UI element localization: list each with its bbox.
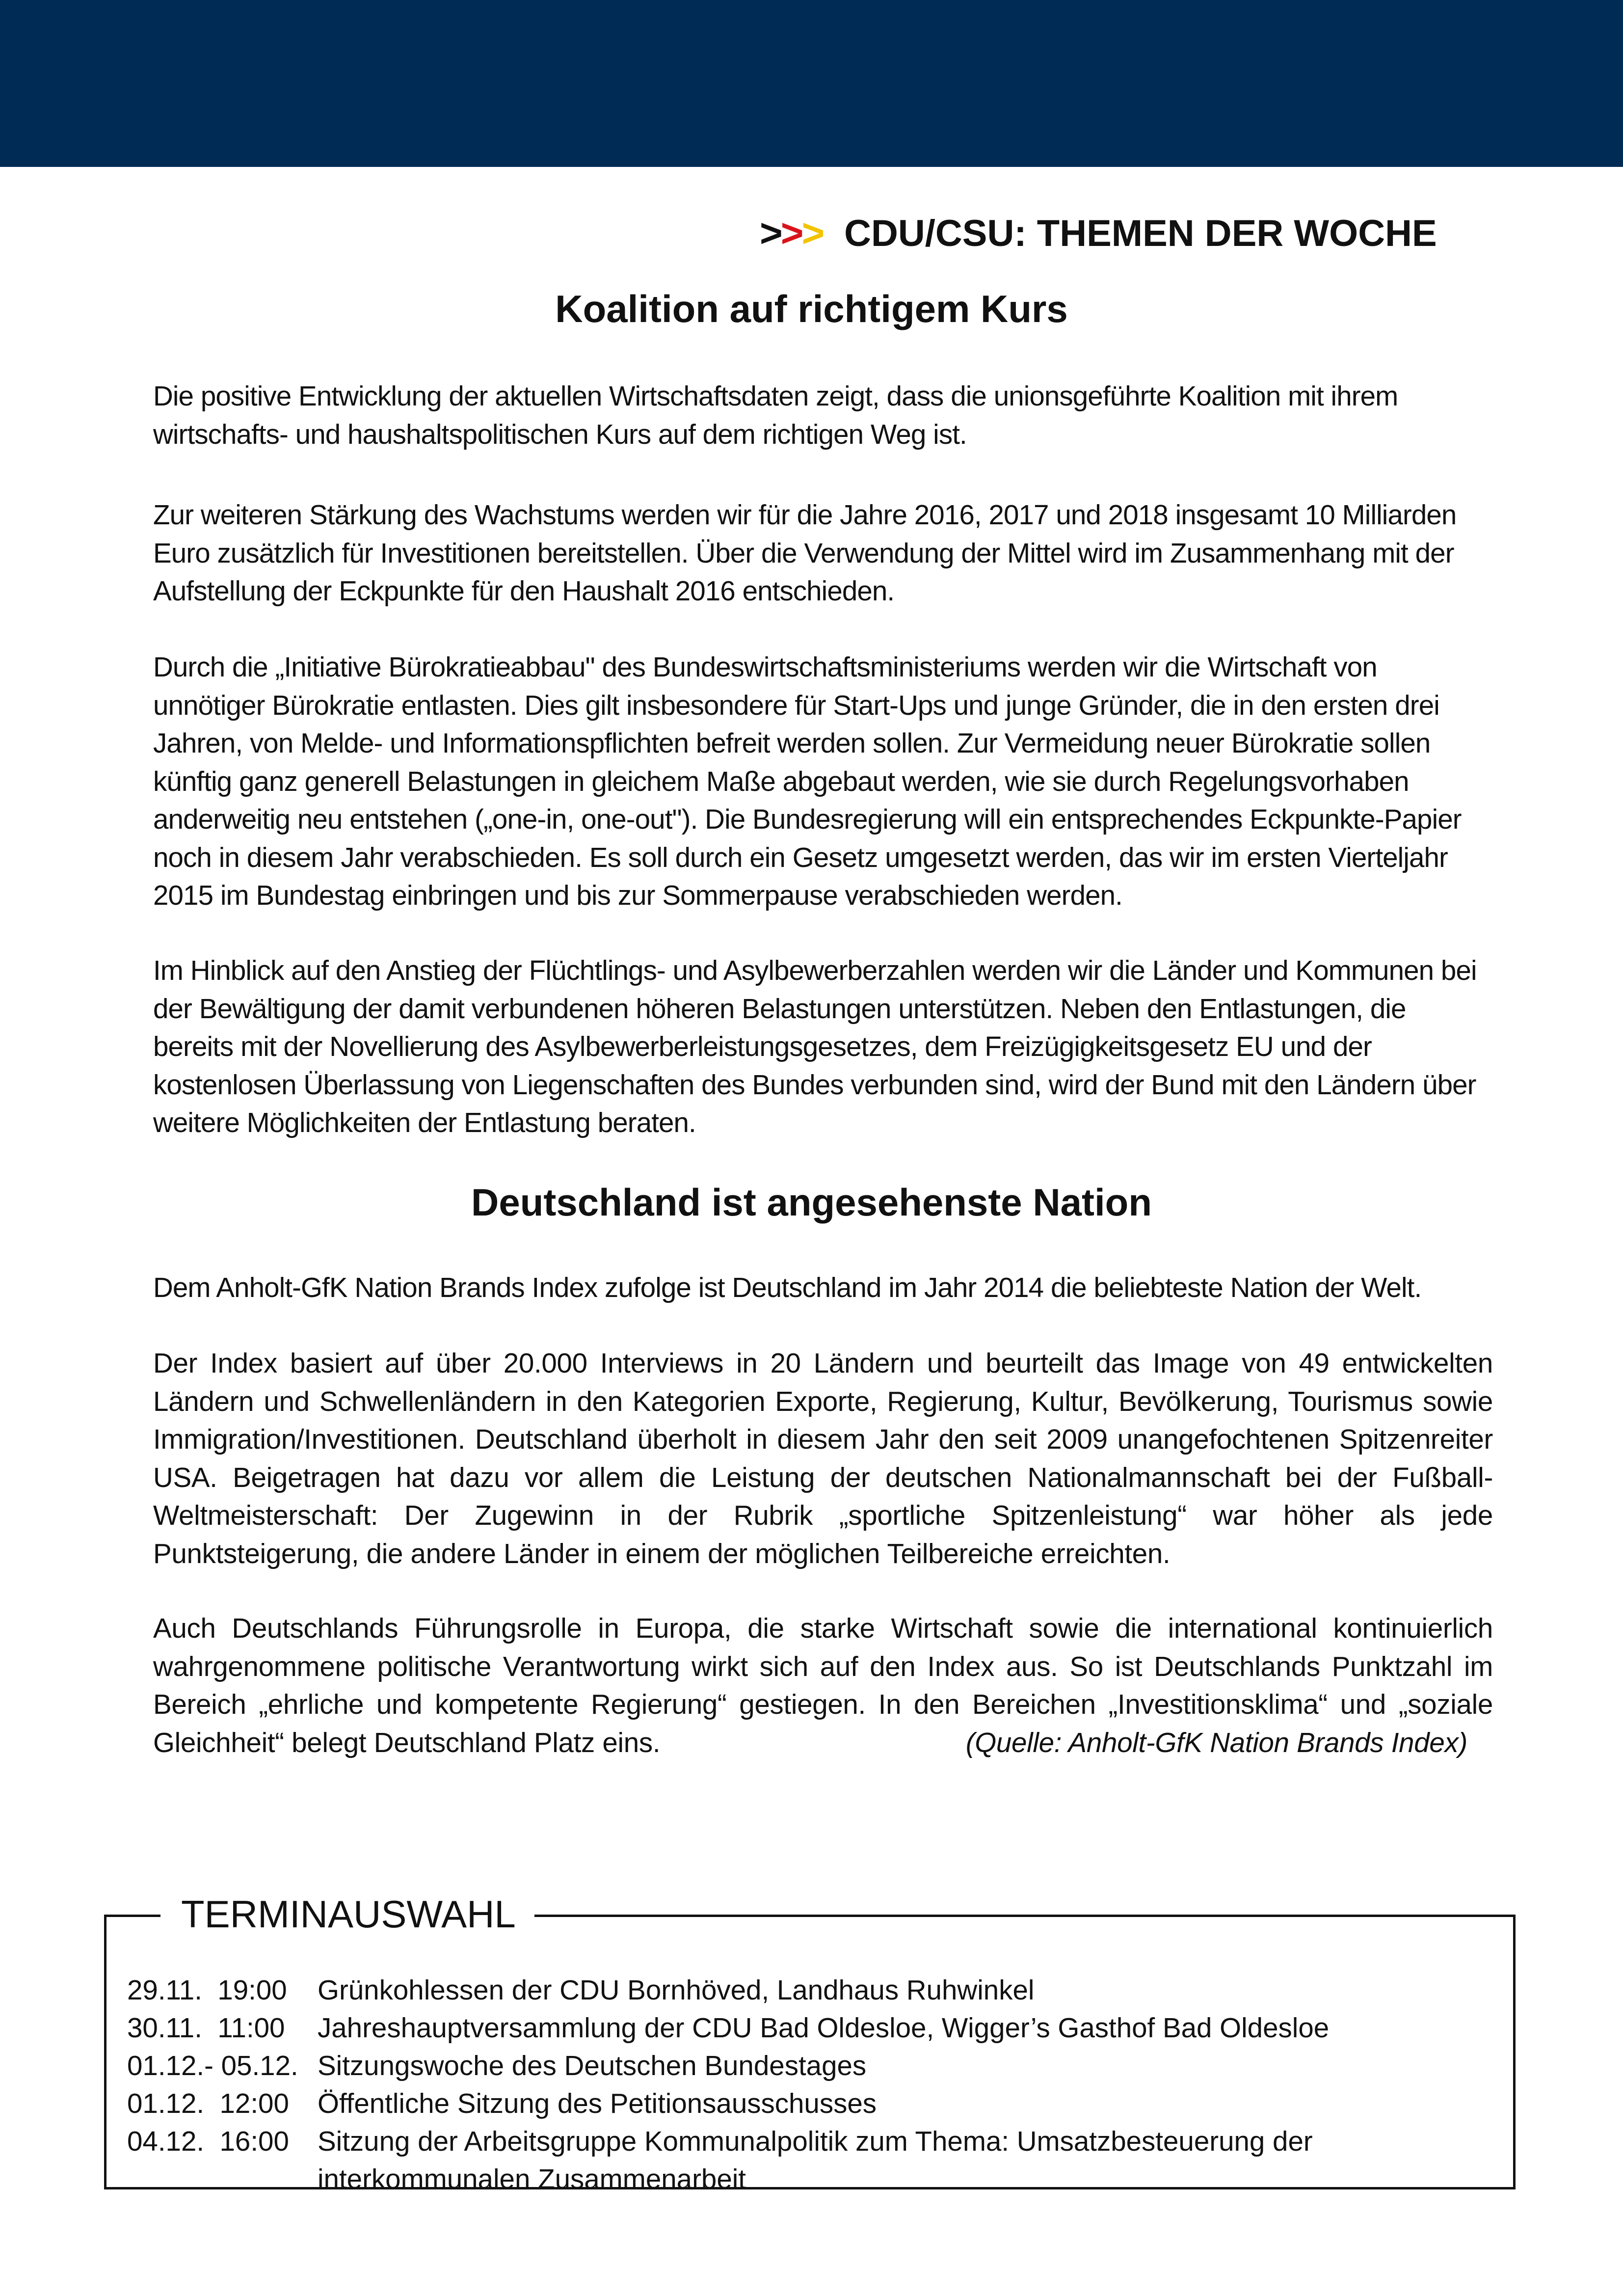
event-date: 29.11. 19:00 [127, 1974, 287, 2005]
paragraph [153, 1609, 1493, 1761]
paragraph: Dem Anholt-GfK Nation Brands Index zufolge ist Deutschland im Jahr 2014 die beliebteste Nation der Welt. [153, 1272, 1422, 1303]
event-row [127, 2084, 1496, 2122]
event-description: Jahreshauptversammlung der CDU Bad Oldesloe, Wigger’s Gasthof Bad Oldesloe [318, 2012, 1330, 2043]
events-heading: TERMINAUSWAHL [160, 1885, 534, 1944]
events-box [104, 1892, 1516, 2194]
paragraph-text: Auch Deutschlands Führungsrolle in Europa, die starke Wirtschaft sowie die international kontinuierlich wahrgenommene politische Verantwortung wirkt sich auf den Index aus. So ist Deutschlands Punktzahl im Bereich „ehrliche und kompetente Regierung“ gestiegen. In den Bereichen „Investitionsklima“ und „soziale Gleichheit“ belegt Deutschland Platz eins. [153, 1613, 1493, 1758]
event-description: Sitzungswoche des Deutschen Bundestages [318, 2050, 867, 2081]
source-citation: (Quelle: Anholt-GfK Nation Brands Index) [965, 1727, 1467, 1758]
section-title-deutschland: Deutschland ist angesehenste Nation [471, 1181, 1152, 1224]
event-row [127, 2009, 1496, 2047]
paragraph: Die positive Entwicklung der aktuellen Wirtschaftsdaten zeigt, dass die unionsgeführte Koalition mit ihrem wirtschafts- und haushaltspolitischen Kurs auf dem richtigen Weg ist. [153, 380, 1398, 450]
event-description: Grünkohlessen der CDU Bornhöved, Landhaus Ruhwinkel [318, 1974, 1035, 2005]
event-description: Öffentliche Sitzung des Petitionsausschusses [318, 2088, 877, 2119]
kicker-title: CDU/CSU: THEMEN DER WOCHE [844, 212, 1437, 254]
event-date: 01.12.- 05.12. [127, 2050, 298, 2081]
event-date: 01.12. 12:00 [127, 2088, 289, 2119]
paragraph: Der Index basiert auf über 20.000 Interviews in 20 Ländern und beurteilt das Image von 49 entwickelten Ländern und Schwellenländern in den Kategorien Exporte, Regierung, Kultur, Bevölkerung, Tourismus sowie Immigration/Investitionen. Deutschland überholt in diesem Jahr den seit 2009 unangefochtenen Spitzenreiter USA. Beigetragen hat dazu vor allem die Leistung der deutschen Nationalmannschaft bei der Fußball-Weltmeisterschaft: Der Zugewinn in der Rubrik „sportliche Spitzenleistung“ war höher als jede Punktsteigerung, die andere Länder in einem der möglichen Teilbereiche erreichten. [153, 1348, 1493, 1569]
header-band [0, 0, 1623, 167]
event-description: Sitzung der Arbeitsgruppe Kommunalpolitik zum Thema: Umsatzbesteuerung der interkommunalen Zusammenarbeit [318, 2126, 1313, 2194]
event-date: 30.11. 11:00 [127, 2012, 285, 2043]
events-list [127, 1971, 1496, 2198]
paragraph: Im Hinblick auf den Anstieg der Flüchtlings- und Asylbewerberzahlen werden wir die Länder und Kommunen bei der Bewältigung der damit verbundenen höheren Belastungen unterstützen. Neben den Entlastungen, die bereits mit der Novellierung des Asylbewerberleistungsgesetzes, dem Freizügigkeitsgesetz EU und der kostenlosen Überlassung von Liegenschaften des Bundes verbunden sind, wird der Bund mit den Ländern über weitere Möglichkeiten der Entlastung beraten. [153, 955, 1477, 1138]
paragraph: Durch die „Initiative Bürokratieabbau" des Bundeswirtschaftsministeriums werden wir die Wirtschaft von unnötiger Bürokratie entlasten. Dies gilt insbesondere für Start-Ups und junge Gründer, die in den ersten drei Jahren, von Melde- und Informationspflichten befreit werden sollen. Zur Vermeidung neuer Bürokratie sollen künftig ganz generell Belastungen in gleichem Maße abgebaut werden, wie sie durch Regelungsvorhaben anderweitig neu entstehen („one-in, one-out"). Die Bundesregierung will ein entsprechendes Eckpunkte-Papier noch in diesem Jahr verabschieden. Es soll durch ein Gesetz umgesetzt werden, das wir im ersten Vierteljahr 2015 im Bundestag einbringen und bis zur Sommerpause verabschieden werden. [153, 651, 1462, 911]
event-row [127, 1971, 1496, 2009]
kicker [760, 206, 1437, 260]
paragraph: Zur weiteren Stärkung des Wachstums werden wir für die Jahre 2016, 2017 und 2018 insgesamt 10 Milliarden Euro zusätzlich für Investitionen bereitstellen. Über die Verwendung der Mittel wird im Zusammenhang mit der Aufstellung der Eckpunkte für den Haushalt 2016 entschieden. [153, 499, 1457, 606]
event-row [127, 2122, 1496, 2198]
event-date: 04.12. 16:00 [127, 2126, 289, 2157]
event-row [127, 2047, 1496, 2084]
arrows-icon: >>> [760, 211, 823, 255]
section-title-koalition: Koalition auf richtigem Kurs [555, 287, 1068, 330]
